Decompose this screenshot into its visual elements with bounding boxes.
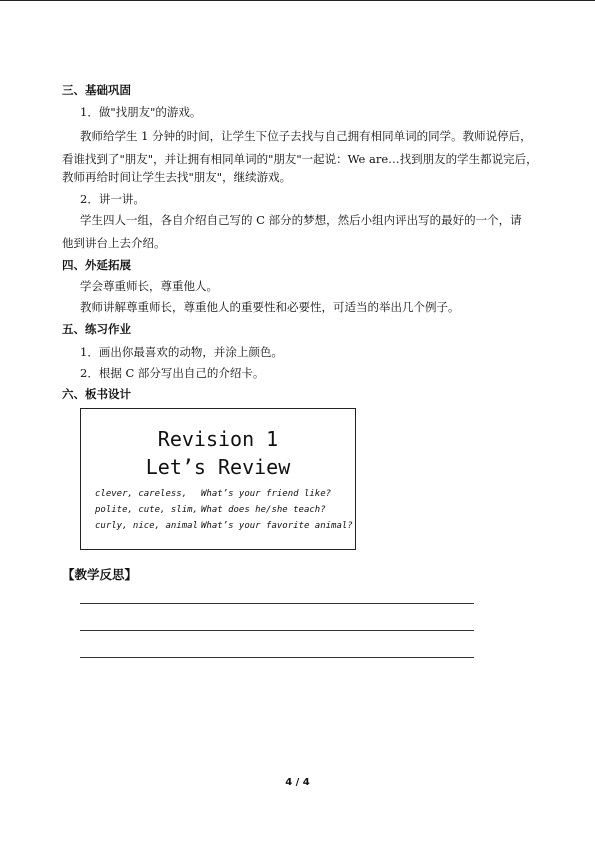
board-title-lets-review: Let’s Review <box>145 455 291 479</box>
section-3-item-1: 1．做"找朋友"的游戏。 <box>80 105 202 119</box>
section-4-line-1: 学会尊重师长，尊重他人。 <box>80 279 218 293</box>
section-5-item-1: 1．画出你最喜欢的动物，并涂上颜色。 <box>80 345 283 359</box>
board-question-line: What does he/she teach? <box>201 505 326 515</box>
reflection-answer-line[interactable] <box>80 657 474 658</box>
board-word-list-line: curly, nice, animal <box>95 521 198 531</box>
section-5-item-2: 2．根据 C 部分写出自己的介绍卡。 <box>80 366 265 380</box>
section-3-paragraph-1-line-2: 看谁找到了"朋友"，并让拥有相同单词的"朋友"一起说：We are…找到朋友的学生都说完后， <box>62 152 538 166</box>
section-3-paragraph-1-line-3: 教师再给时间让学生去找"朋友"，继续游戏。 <box>62 170 292 184</box>
board-word-list-line: polite, cute, slim, <box>95 505 198 515</box>
board-question-line: What’s your friend like? <box>201 489 332 499</box>
section-3-paragraph-2-line-1: 学生四人一组，各自介绍自己写的 C 部分的梦想，然后小组内评出写的最好的一个，请 <box>80 213 522 227</box>
section-4-heading: 四、外延拓展 <box>62 258 131 272</box>
page-number: 4 / 4 <box>285 777 310 788</box>
section-3-heading: 三、基础巩固 <box>62 83 131 97</box>
board-question-line: What’s your favorite animal? <box>201 521 353 531</box>
teaching-reflection-title: 【教学反思】 <box>62 567 138 582</box>
board-word-list-line: clever, careless, <box>95 489 188 499</box>
section-3-paragraph-1-line-1: 教师给学生 1 分钟的时间，让学生下位子去找与自己拥有相同单词的同学。教师说停后， <box>80 129 532 143</box>
top-rule <box>0 0 595 1</box>
blackboard-design-box <box>80 408 356 550</box>
reflection-answer-line[interactable] <box>80 603 474 604</box>
section-3-item-2: 2．讲一讲。 <box>80 192 145 206</box>
section-3-paragraph-2-line-2: 他到讲台上去介绍。 <box>62 236 166 250</box>
section-5-heading: 五、练习作业 <box>62 322 131 336</box>
section-6-heading: 六、板书设计 <box>62 387 131 401</box>
reflection-answer-line[interactable] <box>80 630 474 631</box>
board-title-revision: Revision 1 <box>157 427 279 451</box>
section-4-line-2: 教师讲解尊重师长，尊重他人的重要性和必要性，可适当的举出几个例子。 <box>80 300 460 314</box>
